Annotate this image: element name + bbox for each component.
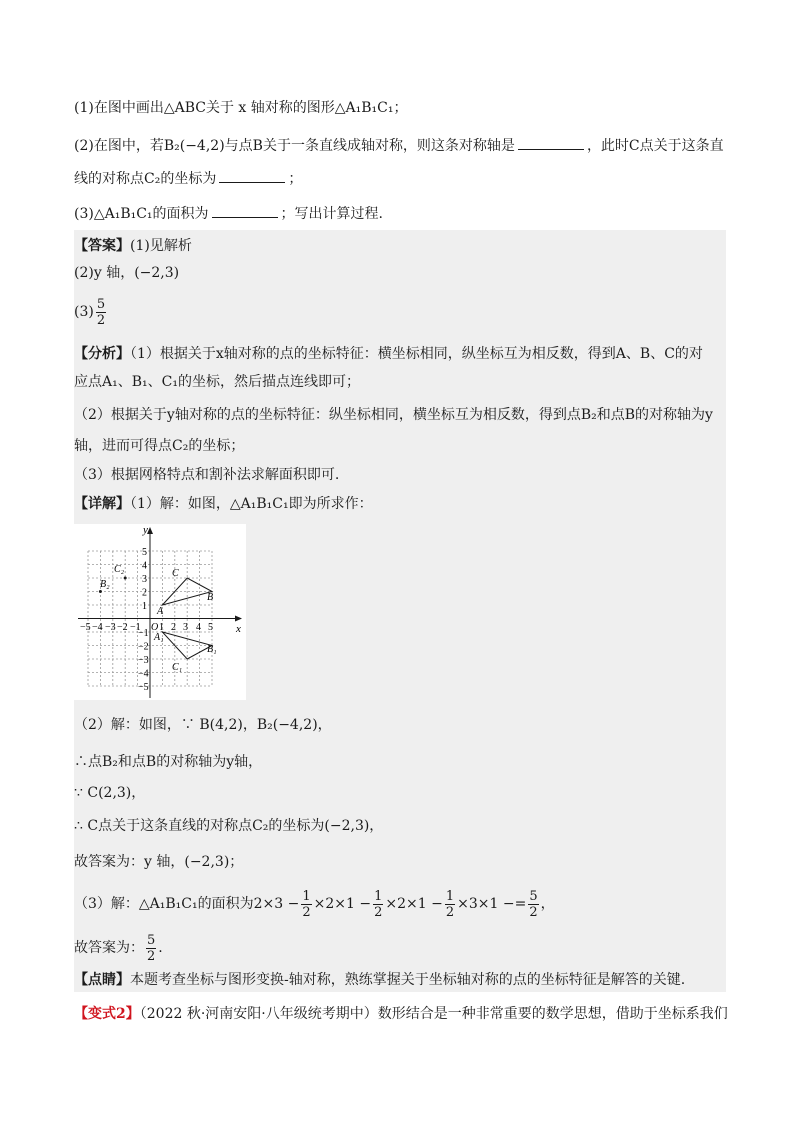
- label-b: B: [207, 592, 214, 603]
- y-axis-arrow: [147, 527, 153, 534]
- analysis-line-4: 轴，进而可得点C₂的坐标；: [74, 438, 245, 454]
- origin-label: O: [151, 622, 159, 633]
- detail-line-2: （2）解：如图，∵ B(4,2)，B₂(−4,2)，: [74, 717, 332, 733]
- fraction-result: [528, 889, 538, 920]
- y-tick-label: 3: [142, 574, 147, 585]
- answer-blank-area: [212, 203, 278, 218]
- answer-part-1: (1)见解析: [130, 238, 192, 254]
- detail-area-text-b: ×2×1 −: [313, 896, 372, 912]
- x-axis-label: x: [236, 623, 241, 635]
- y-tick-label: −3: [138, 655, 149, 666]
- analysis-line-2: 应点A₁、B₁、C₁的坐标，然后描点连线即可；: [74, 374, 360, 390]
- answer-part-2: (2)y 轴，(−2,3): [74, 265, 180, 281]
- y-tick-label: 4: [142, 560, 147, 572]
- analysis-line-3: （2）根据关于y轴对称的点的坐标特征：纵坐标相同，横坐标互为相反数，得到点B₂和点B的对称轴为y: [74, 407, 713, 423]
- y-axis-label: y: [143, 524, 148, 536]
- question-1: (1)在图中画出△ABC关于 x 轴对称的图形△A₁B₁C₁；: [74, 100, 408, 116]
- fraction-numerator: 1: [302, 888, 311, 904]
- comment-text: 本题考查坐标与图形变换-轴对称，熟练掌握关于坐标轴对称的点的坐标特征是解答的关键.: [130, 972, 686, 988]
- detail-text-1: （1）解：如图，△A₁B₁C₁即为所求作：: [130, 496, 373, 512]
- question-3-text-b: ；写出计算过程.: [280, 206, 383, 222]
- fraction-denominator: 2: [445, 904, 455, 920]
- question-3-text-a: (3)△A₁B₁C₁的面积为: [74, 206, 209, 222]
- detail-line-1: [74, 494, 373, 514]
- y-tick-label: −2: [138, 641, 149, 653]
- coordinate-grid-svg: [74, 524, 246, 700]
- fraction-denominator: 2: [374, 904, 383, 920]
- comment-line: [74, 970, 685, 990]
- analysis-line-1: [74, 344, 703, 364]
- y-tick-label: 1: [142, 601, 147, 612]
- variant-label: 【变式2】: [74, 1006, 140, 1022]
- fraction-denominator: 2: [96, 312, 106, 328]
- y-tick-label: −4: [138, 668, 149, 680]
- fraction-denominator: 2: [147, 948, 156, 964]
- question-2-line-1: [74, 135, 724, 156]
- answer-line-1: [74, 236, 192, 256]
- analysis-label: 【分析】: [74, 346, 130, 362]
- coordinate-figure: [74, 524, 246, 700]
- y-tick-label: −1: [138, 628, 149, 639]
- fraction-numerator: 5: [96, 296, 106, 312]
- detail-line-7: [74, 886, 555, 922]
- variant-text: （2022 秋·河南安阳·八年级统考期中）数形结合是一种非常重要的数学思想，借助于坐标系我们: [139, 1006, 728, 1022]
- detail-area-text-d: ×3×1 −: [457, 896, 515, 912]
- label-c2: C₂: [114, 564, 125, 575]
- detail-line-5: ∴ C点关于这条直线的对称点C₂的坐标为(−2,3)，: [74, 818, 384, 834]
- x-tick-label: 2: [171, 622, 176, 633]
- fraction-numerator: 5: [529, 888, 538, 904]
- label-c: C: [172, 568, 179, 579]
- point-c2: [124, 577, 127, 580]
- x-axis-arrow: [235, 616, 242, 622]
- label-c1: C₁: [172, 662, 183, 673]
- detail-area-text-a: （3）解：△A₁B₁C₁的面积为2×3 −: [74, 896, 300, 912]
- analysis-text-1: （1）根据关于x轴对称的点的坐标特征：横坐标相同，纵坐标互为相反数，得到A、B、C的对: [130, 346, 703, 362]
- comment-label: 【点睛】: [74, 972, 130, 988]
- label-b2: B₂: [100, 579, 110, 590]
- detail-line-6: 故答案为：y 轴，(−2,3)；: [74, 854, 244, 870]
- x-tick-label: 3: [183, 622, 188, 633]
- question-2-text-d: ；: [288, 171, 303, 187]
- detail-line-3: ∴点B₂和点B的对称轴为y轴，: [74, 754, 263, 770]
- fraction-numerator: 5: [147, 932, 156, 948]
- fraction-half-3: [445, 889, 455, 920]
- point-b2: [99, 590, 102, 593]
- y-tick-label: 2: [142, 587, 147, 599]
- detail-line-8: [74, 930, 163, 966]
- answer-blank-axis: [518, 135, 584, 150]
- fraction-half-2: [373, 889, 383, 920]
- fraction-half-1: [301, 889, 311, 920]
- fraction-numerator: 1: [374, 888, 383, 904]
- detail-area-end: ，: [540, 896, 555, 912]
- detail-area-equals: =: [514, 896, 527, 912]
- answer-label: 【答案】: [74, 238, 130, 254]
- x-tick-label: −1: [130, 622, 141, 633]
- variant-line: [74, 1004, 728, 1024]
- question-2-text-b: ，此时C点关于这条直: [586, 138, 724, 154]
- label-a1: A₁: [154, 632, 164, 643]
- answer-blank-c2: [219, 168, 285, 183]
- question-2-line-2: [74, 168, 302, 189]
- question-2-text-c: 线的对称点C₂的坐标为: [74, 171, 217, 187]
- y-tick-label: −5: [138, 682, 149, 693]
- detail-final-text: 故答案为：: [74, 940, 144, 956]
- question-3: [74, 203, 383, 224]
- label-a: A: [157, 606, 164, 617]
- fraction-denominator: 2: [302, 904, 311, 920]
- x-tick-label: −3: [105, 622, 116, 633]
- detail-label: 【详解】: [74, 496, 130, 512]
- detail-area-text-c: ×2×1 −: [385, 896, 443, 912]
- answer-part-3-prefix: (3): [74, 304, 94, 320]
- analysis-line-5: （3）根据网格特点和割补法求解面积即可.: [74, 467, 340, 483]
- x-tick-label: −4: [92, 622, 103, 633]
- x-tick-label: 5: [208, 622, 213, 633]
- x-tick-label: 4: [196, 622, 201, 633]
- detail-line-4: ∵ C(2,3)，: [74, 785, 146, 801]
- x-tick-label: −2: [117, 622, 128, 633]
- fraction-denominator: 2: [529, 904, 538, 920]
- answer-line-3: [74, 294, 108, 330]
- fraction-numerator: 1: [445, 888, 455, 904]
- y-tick-label: 5: [142, 547, 147, 558]
- label-b1: B₁: [207, 644, 217, 655]
- fraction-final: [146, 933, 156, 964]
- question-2-text-a: (2)在图中，若B₂(−4,2)与点B关于一条直线成轴对称，则这条对称轴是: [74, 138, 515, 154]
- x-tick-label: −5: [80, 622, 91, 633]
- answer-fraction: [96, 297, 106, 328]
- detail-final-end: .: [158, 940, 163, 956]
- x-tick-label: 1: [159, 622, 164, 633]
